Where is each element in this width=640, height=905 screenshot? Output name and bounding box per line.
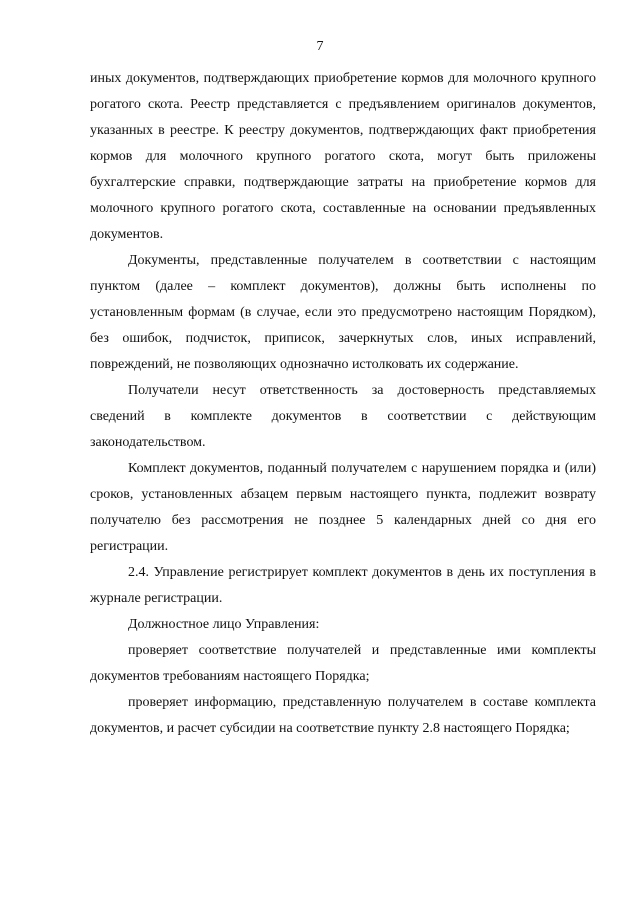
paragraph-document-requirements: Документы, представленные получателем в соответствии с настоящим пунктом (далее – комплект документов), должны быть исполнены по установленным формам (в случае, если это предусмотрено настоящим Порядком), без ошибок, подчисток, приписок, зачеркнутых слов, иных исправлений, повреждений, не позволяющих однозначно истолковать их содержание.: [90, 253, 596, 372]
paragraph-check-compliance: проверяет соответствие получателей и представленные ими комплекты документов требованиям настоящего Порядка;: [90, 643, 596, 684]
paragraph-return-of-documents: Комплект документов, поданный получателем с нарушением порядка и (или) сроков, установленных абзацем первым настоящего пункта, подлежит возврату получателю без рассмотрения не позднее 5 календарных дней со дня его регистрации.: [90, 461, 596, 554]
page-number: 7: [316, 39, 324, 54]
paragraph-official-intro: Должностное лицо Управления:: [128, 617, 320, 632]
body-text: [90, 66, 596, 742]
paragraph-check-information: проверяет информацию, представленную получателем в составе комплекта документов, и расчет субсидии на соответствие пункту 2.8 настоящего Порядка;: [90, 695, 596, 736]
paragraph-recipient-responsibility: Получатели несут ответственность за достоверность представляемых сведений в комплекте документов в соответствии с действующим законодательством.: [90, 383, 596, 450]
paragraph-reestr-continuation: иных документов, подтверждающих приобретение кормов для молочного крупного рогатого скота. Реестр представляется с предъявлением оригиналов документов, указанных в реестре. К реестру документов, подтверждающих факт приобретения кормов для молочного крупного рогатого скота, могут быть приложены бухгалтерские справки, подтверждающие затраты на приобретение кормов для молочного крупного рогатого скота, составленные на основании предъявленных документов.: [90, 71, 596, 242]
paragraph-clause-2-4: 2.4. Управление регистрирует комплект документов в день их поступления в журнале регистрации.: [90, 565, 596, 606]
